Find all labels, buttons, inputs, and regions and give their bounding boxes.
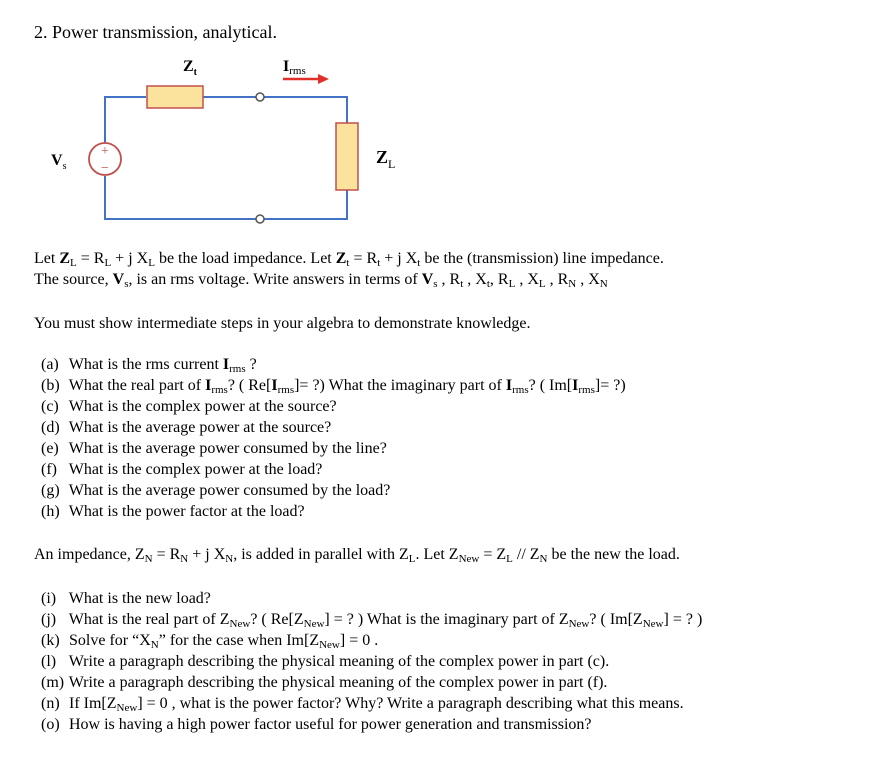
question-o: (o) How is having a high power factor useful for power generation and transmission? (41, 716, 592, 733)
question-m: (m) Write a paragraph describing the physical meaning of the complex power in part (f). (41, 674, 608, 691)
wire-right-bottom (264, 190, 347, 219)
zl-label: $Z_L$ (376, 147, 396, 171)
wire-left-top (105, 97, 146, 143)
parallel-intro: An impedance, $Z_N = R_N + j$ $X_N$, is added in parallel with $Z_L$. Let $Z_{New} = Z_L // Z_N$ be the new the load. (34, 546, 680, 565)
question-b: (b) What the real part of $I_{rms}$? ( $Re[I_{rms}]=$ ?) What the imaginary part of $I_{rms}$? ( $Im[I_{rms}]=$ ?) (41, 377, 626, 396)
question-k: (k) Solve for “$X_N$” for the case when $Im[Z_{New}] = 0$ . (41, 632, 379, 651)
question-a: (a) What is the rms current $I_{rms}$ ? (41, 356, 257, 375)
circuit-diagram (0, 50, 875, 230)
terminal-top (256, 93, 264, 101)
question-h: (h) What is the power factor at the load? (41, 503, 305, 520)
question-l: (l) Write a paragraph describing the physical meaning of the complex power in part (c). (41, 653, 610, 670)
intro-line-2: The source, $V_s$, is an rms voltage. Write answers in terms of $V_s$ , $R_t$ , $X_t$, $R_L$ , $X_L$ , $R_N$ , $X_N$ (34, 271, 608, 290)
question-f: (f) What is the complex power at the load? (41, 461, 323, 478)
question-j: (j) What is the real part of $Z_{New}$? ( $Re[Z_{New}]$ = ? ) What is the imaginary part of $Z_{New}$? ( $Im[Z_{New}]$ = ? ) (41, 611, 703, 630)
zt-label: $Z_t$ (183, 58, 198, 78)
problem-title: 2. Power transmission, analytical. (34, 22, 277, 42)
question-g: (g) What is the average power consumed by the load? (41, 482, 391, 499)
source-plus-sign: + (101, 144, 109, 159)
question-i: (i) What is the new load? (41, 590, 211, 607)
steps-instruction: You must show intermediate steps in your algebra to demonstrate knowledge. (34, 315, 531, 332)
circuit-wires (105, 97, 347, 219)
current-arrowhead-icon (318, 74, 329, 84)
intro-line-1: Let $Z_L = R_L + j$ $X_L$ be the load impedance. Let $Z_t = R_t + j$ $X_t$ be the (transmission) line impedance. (34, 250, 664, 269)
load-impedance-box (336, 123, 358, 190)
line-impedance-box (147, 86, 203, 108)
question-n: (n) If $Im[Z_{New}] = 0$ , what is the power factor? Why? Write a paragraph describing what this means. (41, 695, 684, 714)
terminal-bottom (256, 215, 264, 223)
question-e: (e) What is the average power consumed by the line? (41, 440, 387, 457)
irms-label: Irms (283, 58, 306, 77)
question-d: (d) What is the average power at the source? (41, 419, 332, 436)
wire-right-top (264, 97, 347, 123)
source-minus-sign: − (101, 161, 109, 176)
question-c: (c) What is the complex power at the source? (41, 398, 337, 415)
vs-label: $V_s$ (51, 152, 67, 172)
wire-left-bottom (105, 176, 256, 219)
